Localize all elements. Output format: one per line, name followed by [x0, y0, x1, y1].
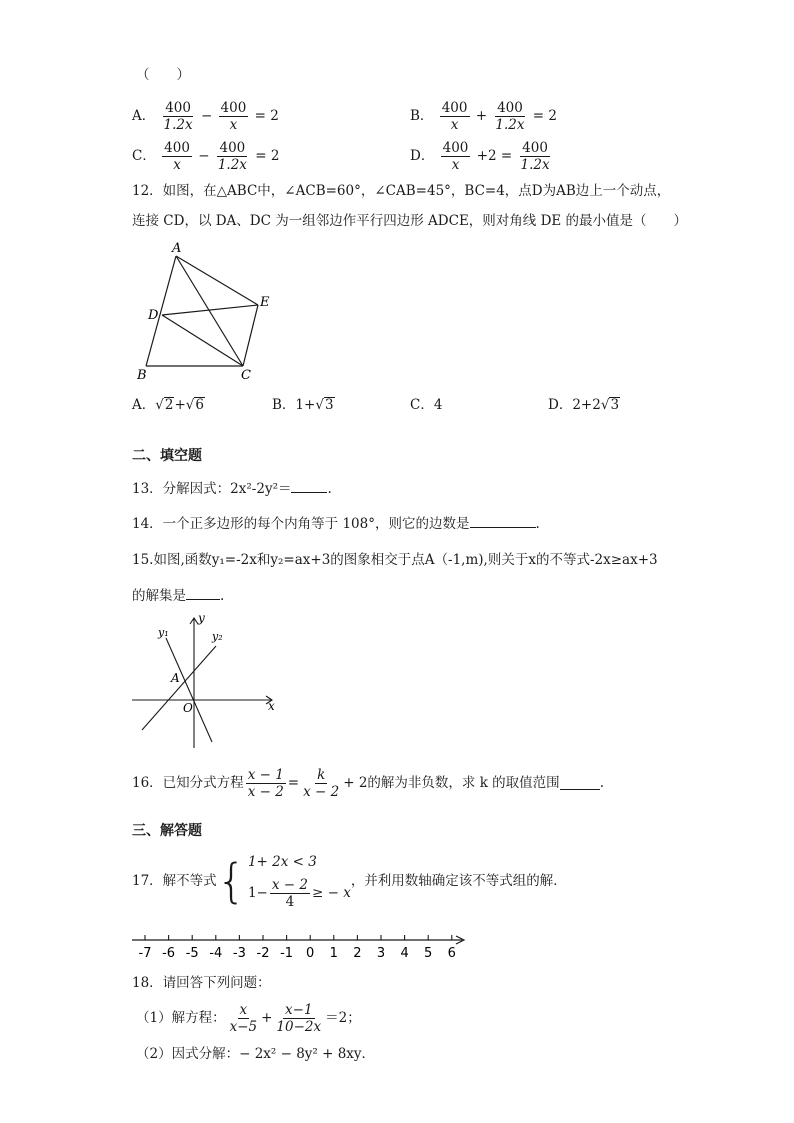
number-line-tick-label: -3: [232, 946, 246, 961]
number-line[interactable]: [128, 928, 472, 962]
number-line-tick-label: 2: [353, 946, 362, 961]
label-a: A: [172, 241, 182, 256]
section-title-fill: 二、填空题: [132, 448, 202, 464]
number-line-tick-label: -2: [256, 946, 270, 961]
label-d: D: [148, 308, 159, 323]
number-line-tick-label: -4: [209, 946, 223, 961]
rhs: = 2: [255, 148, 280, 164]
question-text: ，并利用数轴确定该不等式组的解．: [350, 873, 567, 889]
label-x: x: [268, 699, 275, 713]
option-11d: [410, 140, 554, 173]
operator: −: [198, 148, 210, 164]
fraction: $\frac{400}{x}$: [442, 140, 469, 173]
label-b: B: [137, 368, 147, 383]
fraction: $\frac{400}{x}$: [164, 140, 190, 173]
number-line-tick-label: 0: [306, 946, 315, 961]
number-line-tick-label: 1: [329, 946, 338, 961]
number-line-tick-label: 5: [424, 946, 433, 961]
option-label: B．: [410, 108, 434, 124]
label-c: C: [241, 368, 251, 383]
option-11c: [132, 140, 279, 173]
radicand: 3: [610, 397, 620, 413]
answer-blank[interactable]: [186, 587, 220, 600]
number-line-tick-label: -6: [162, 946, 176, 961]
number-line-tick-label: 6: [447, 946, 456, 961]
question-12-line2: 连接 CD，以 DA、DC 为一组邻边作平行四边形 ADCE，则对角线 DE 的最小值是（ ）: [132, 213, 688, 229]
radicand: 2: [164, 397, 174, 413]
segment-dc: [162, 315, 243, 366]
fraction: $\frac{x - 1}{x - 2}$: [247, 766, 284, 800]
number-line-tick-label: 4: [400, 946, 409, 961]
segment-ae: [176, 256, 258, 305]
fraction: $\frac{400}{x}$: [220, 100, 247, 133]
radicand: 6: [195, 397, 204, 413]
question-text: 17．解不等式: [132, 873, 217, 889]
section-title-solve: 三、解答题: [132, 823, 202, 839]
question-17: [132, 848, 567, 914]
option-12d: D．2+2√3: [548, 397, 620, 413]
option-11a: [132, 100, 279, 133]
fraction: $\frac{400}{1.2x}$: [520, 140, 550, 173]
question-text: 16．已知分式方程: [132, 775, 244, 791]
question-18-title: 18．请回答下列问题：: [132, 975, 271, 991]
question-18-part1: （1）解方程： $\frac{x}{x-5}$ + $\frac{x-1}{10-2x}$ ＝2；: [136, 1001, 361, 1035]
rhs: = 2: [532, 108, 557, 124]
question-13: 13．分解因式：2x²-2y²＝ .: [132, 481, 332, 497]
fraction: $\frac{k}{x - 2}$: [303, 766, 340, 800]
number-line-tick-label: -1: [280, 946, 294, 961]
function-graph-figure: [128, 612, 280, 752]
fraction: $\frac{400}{1.2x}$: [163, 100, 193, 133]
label-origin: O: [183, 701, 193, 715]
operator: +2 =: [476, 148, 513, 164]
number-line-tick-label: -7: [138, 946, 152, 961]
option-12b: B．1+√3: [272, 397, 334, 413]
parallelogram-figure: [130, 238, 280, 384]
label-y2: y₂: [212, 630, 223, 643]
fraction: $\frac{400}{1.2x}$: [495, 100, 525, 133]
rhs: = 2: [254, 108, 279, 124]
option-label: A．: [132, 397, 156, 413]
fraction: $\frac{400}{x}$: [441, 100, 468, 133]
question-18-part2: （2）因式分解：− 2x² − 8y² + 8xy．: [136, 1046, 376, 1062]
answer-blank[interactable]: [470, 515, 536, 528]
question-text: 14．一个正多边形的每个内角等于 108°，则它的边数是: [132, 516, 470, 532]
question-text: 的解为非负数，求 k 的取值范围: [367, 775, 560, 791]
line-y2: [142, 646, 216, 730]
label-e: E: [260, 295, 270, 310]
question-11-paren: （ ）: [136, 67, 190, 83]
option-11b: [410, 100, 557, 133]
segment-ec: [243, 305, 258, 366]
segment-ac: [176, 256, 243, 366]
option-12c: C．4: [410, 397, 443, 413]
question-text: （1）解方程：: [136, 1010, 226, 1026]
number-line-tick-label: -5: [185, 946, 199, 961]
option-label: B．1+: [272, 397, 316, 413]
segment-de: [162, 305, 258, 315]
option-label: D．2+2: [548, 397, 601, 413]
question-text: 的解集是: [132, 588, 186, 604]
label-a: A: [171, 671, 180, 685]
option-label: C．: [132, 148, 156, 164]
question-14: 14．一个正多边形的每个内角等于 108°，则它的边数是 .: [132, 516, 540, 532]
question-text: 13．分解因式：2x²-2y²＝: [132, 481, 292, 497]
inequality-system: 1+ 2x < 3 1− $\frac{x - 2}{4}$ ≥ − x: [247, 853, 351, 910]
question-16: 16．已知分式方程 $\frac{x - 1}{x - 2}$ = $\frac{k}{x - 2}$ + 2 的解为非负数，求 k 的取值范围 .: [132, 766, 604, 800]
question-15-line1: 15.如图,函数y₁=-2x和y₂=ax+3的图象相交于点A（-1,m),则关于x的不等式-2x≥ax+3: [132, 552, 658, 568]
number-line-tick-label: 3: [376, 946, 386, 961]
label-y1: y₁: [158, 626, 169, 639]
line-y1: [166, 638, 212, 742]
fraction: $\frac{x-1}{10-2x}$: [276, 1001, 322, 1035]
option-12a: A．√2+√6: [132, 397, 204, 413]
radicand: 3: [324, 397, 334, 413]
question-12-line1: 12．如图，在△ABC中，∠ACB=60°，∠CAB=45°，BC=4，点D为AB边上一个动点，: [132, 183, 671, 199]
answer-blank[interactable]: [291, 480, 327, 493]
answer-blank[interactable]: [560, 777, 600, 790]
question-15-line2: 的解集是 .: [132, 588, 225, 604]
option-label: A．: [132, 108, 156, 124]
number-line-ticks: [139, 935, 456, 961]
label-y: y: [198, 612, 205, 625]
operator: −: [200, 108, 213, 124]
operator: +: [475, 108, 488, 124]
fraction: $\frac{x}{x-5}$: [229, 1001, 258, 1035]
left-brace: {: [216, 854, 246, 908]
fraction: $\frac{400}{1.2x}$: [217, 140, 247, 173]
option-label: D．: [410, 148, 435, 164]
